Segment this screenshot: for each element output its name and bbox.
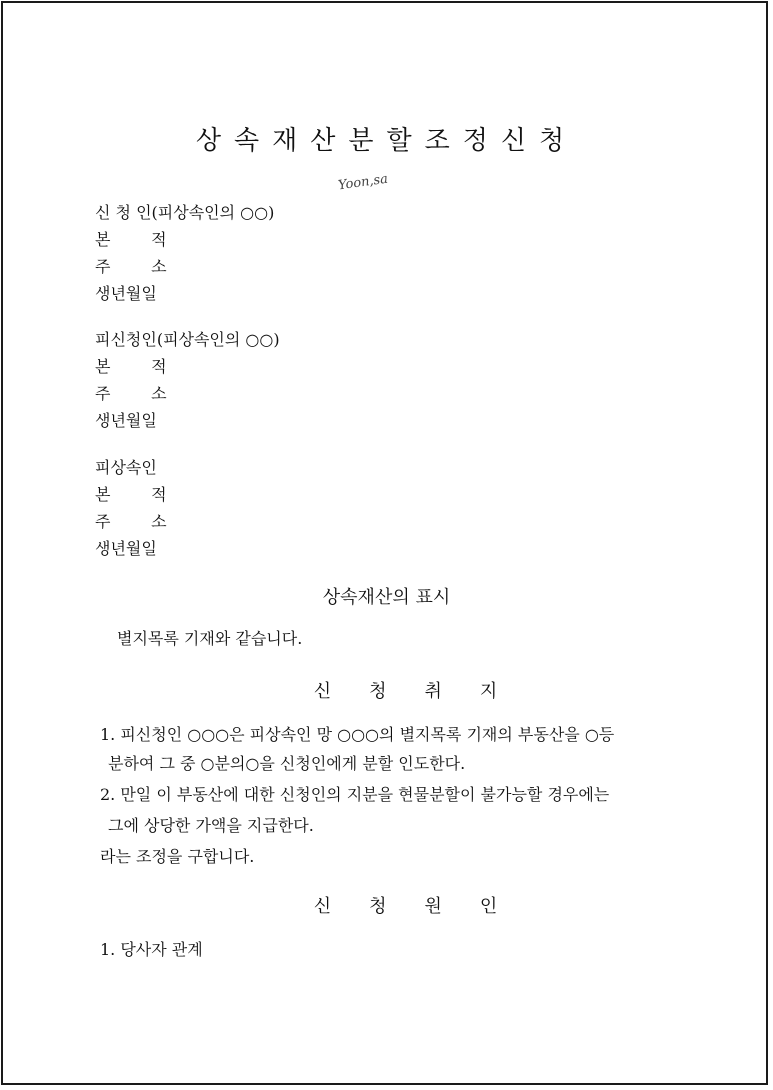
purpose-item2-line2: 그에 상당한 가액을 지급한다. bbox=[108, 816, 314, 835]
applicant-domicile: 본 적 bbox=[95, 230, 167, 249]
estate-heading: 상속재산의 표시 bbox=[322, 587, 451, 608]
applicant-birthdate: 생년월일 bbox=[95, 284, 157, 303]
cause-heading: 신청원인 bbox=[313, 896, 536, 917]
purpose-item1-line1: 1. 피신청인 ○○○은 피상속인 망 ○○○의 별지목록 기재의 부동산을 ○등 bbox=[100, 725, 615, 744]
signature-mark: Yoon,sa bbox=[337, 171, 389, 194]
document-title: 상속재산분할조정신청 bbox=[195, 126, 578, 156]
respondent-domicile: 본 적 bbox=[95, 357, 167, 376]
purpose-closing: 라는 조정을 구합니다. bbox=[100, 847, 255, 866]
respondent-address: 주 소 bbox=[95, 384, 167, 403]
applicant-label: 신 청 인(피상속인의 ○○) bbox=[95, 203, 275, 222]
decedent-address: 주 소 bbox=[95, 512, 167, 531]
respondent-birthdate: 생년월일 bbox=[95, 411, 157, 430]
decedent-domicile: 본 적 bbox=[95, 485, 167, 504]
purpose-item1-line2: 분하여 그 중 ○분의○을 신청인에게 분할 인도한다. bbox=[108, 754, 466, 773]
respondent-label: 피신청인(피상속인의 ○○) bbox=[95, 330, 280, 349]
decedent-label: 피상속인 bbox=[95, 458, 157, 477]
decedent-birthdate: 생년월일 bbox=[95, 539, 157, 558]
applicant-address: 주 소 bbox=[95, 257, 167, 276]
estate-text: 별지목록 기재와 같습니다. bbox=[117, 629, 303, 648]
cause-item1: 1. 당사자 관계 bbox=[100, 940, 203, 959]
purpose-heading: 신청취지 bbox=[313, 681, 536, 702]
purpose-item2-line1: 2. 만일 이 부동산에 대한 신청인의 지분을 현물분할이 불가능할 경우에는 bbox=[100, 785, 610, 804]
